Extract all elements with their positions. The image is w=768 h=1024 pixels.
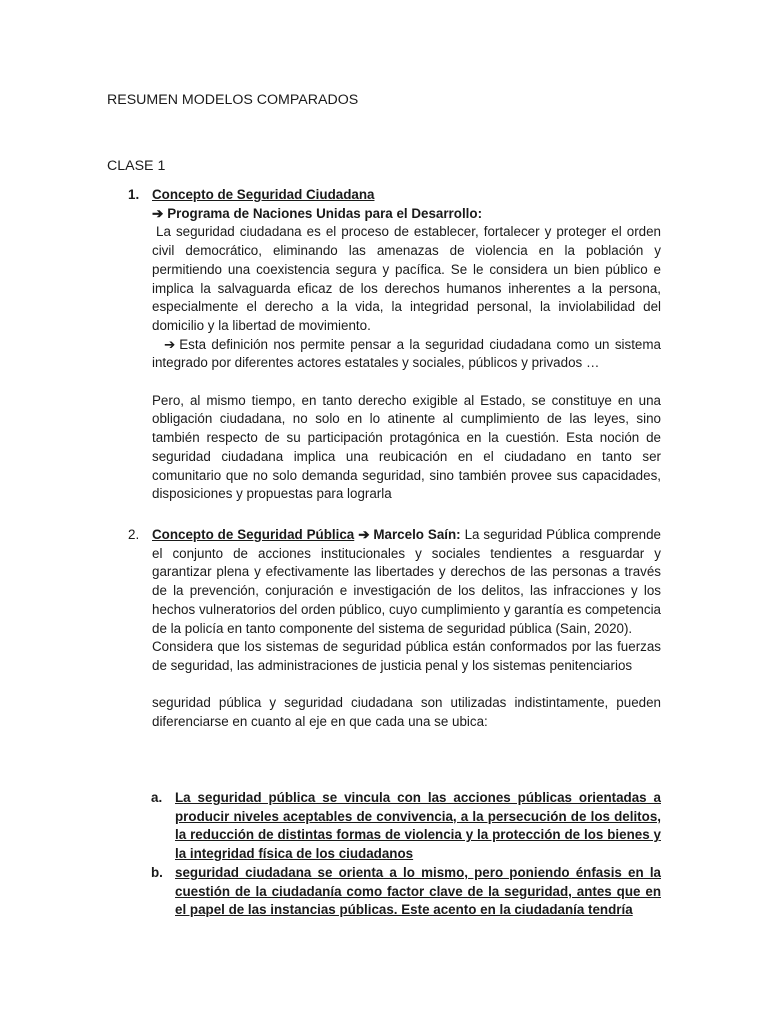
section-2-author: Marcelo Saín: [373,527,461,542]
section-1-number: 1. [128,187,140,202]
list-item-a [151,789,661,864]
list-item-b [151,864,661,920]
section-1-paragraph-1: La seguridad ciudadana es el proceso de establecer, fortalecer y proteger el orden civil democrático, eliminando las amenazas de violencia en la población y permitiendo una coexistencia segura y pacífica. Se le considera un bien público e implica la salvaguarda eficaz de los derechos humanos inherentes a la persona, especialmente el derecho a la vida, la integridad personal, la inviolabilidad del domicilio y la libertad de movimiento. [152,224,661,333]
arrow-icon: ➔ [152,205,164,221]
section-1-paragraph-2: Esta definición nos permite pensar a la seguridad ciudadana como un sistema integrado por diferentes actores estatales y sociales, públicos y privados … [152,336,661,371]
document-title: RESUMEN MODELOS COMPARADOS [107,92,359,108]
section-2 [128,526,661,732]
list-item-text: La seguridad pública se vincula con las acciones públicas orientadas a producir niveles aceptables de convivencia, a la persecución de los delitos, la reducción de distintas formas de violencia y la protección de los bienes y la integridad física de los ciudadanos [175,790,661,862]
section-1-paragraph-3: Pero, al mismo tiempo, en tanto derecho exigible al Estado, se constituye en una obligación ciudadana, no solo en lo atinente al cumplimiento de las leyes, sino también respecto de su participación protagónica en la cuestión. Esta noción de seguridad ciudadana implica una reubicación en el ciudadano en tanto ser comunitario que no solo demanda seguridad, sino también provee sus capacidades, disposiciones y propuestas para lograrla [152,392,661,502]
list-item-letter: a. [151,790,163,805]
section-1-paragraph-2-line [152,336,661,373]
section-2-paragraph-3: seguridad pública y seguridad ciudadana son utilizadas indistintamente, pueden diferenciarse en cuanto al eje en que cada una se ubica: [152,695,661,730]
list-item-letter: b. [151,865,163,880]
list-item-text: seguridad ciudadana se orienta a lo mismo, pero poniendo énfasis en la cuestión de la ciudadanía como factor clave de la seguridad, antes que en el papel de las instancias públicas. Este acento en la ciudadanía tendría [175,865,661,918]
section-2-heading: Concepto de Seguridad Pública [152,527,355,542]
section-2-paragraph-1-block [152,526,661,638]
class-heading: CLASE 1 [107,158,166,174]
arrow-icon: ➔ [164,336,176,352]
section-1-subheading: Programa de Naciones Unidas para el Desarrollo: [167,205,483,221]
section-1 [128,186,661,504]
section-1-subheading-line [152,205,661,224]
section-1-heading: Concepto de Seguridad Ciudadana [152,187,375,202]
section-2-number: 2. [128,527,140,542]
section-2-paragraph-2: Considera que los sistemas de seguridad pública están conformados por las fuerzas de seguridad, las administraciones de justicia penal y los sistemas penitenciarios [152,639,661,673]
arrow-icon: ➔ [358,527,370,542]
section-2-paragraph-1: La seguridad Pública comprende el conjunto de acciones institucionales y sociales tendientes a resguardar y garantizar plena y efectivamente las libertades y derechos de las personas a través de la prevención, conjuración e investigación de los delitos, las infracciones y los hechos vulneratorios del orden público, cuyo cumplimiento y garantía es competencia de la policía en tanto componente del sistema de seguridad pública (Sain, 2020). [152,527,661,636]
